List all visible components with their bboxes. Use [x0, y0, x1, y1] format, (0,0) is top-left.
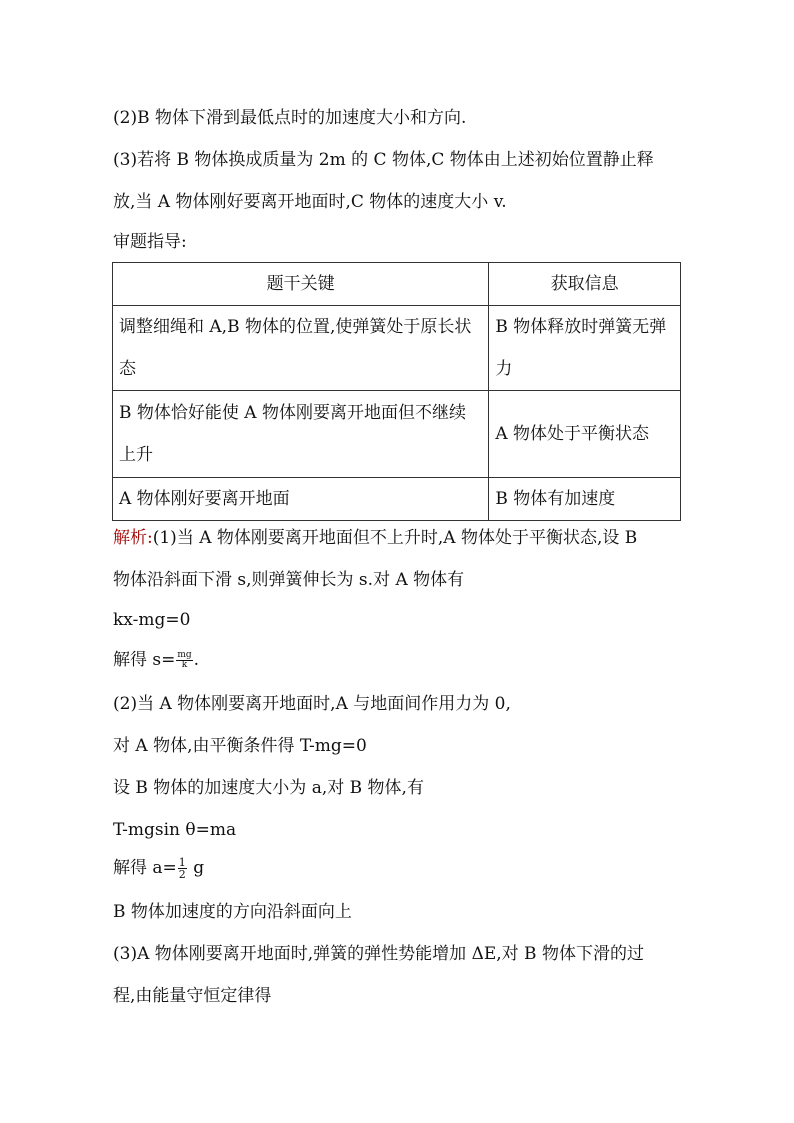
solution-line-2: 物体沿斜面下滑 s,则弹簧伸长为 s.对 A 物体有 — [113, 570, 465, 590]
question-part3-line1: (3)若将 B 物体换成质量为 2m 的 C 物体,C 物体由上述初始位置静止释 — [113, 150, 654, 170]
fraction-mg-over-k — [176, 651, 192, 670]
header-info: 获取信息 — [489, 263, 681, 306]
result-prefix: 解得 s= — [113, 650, 176, 670]
solution-line-11: (3)A 物体刚要离开地面时,弹簧的弹性势能增加 ΔE,对 B 物体下滑的过 — [113, 944, 644, 964]
solution-line-8: T-mgsin θ=ma — [113, 820, 237, 840]
solution-line-12: 程,由能量守恒定律得 — [113, 986, 272, 1006]
row-info: B 物体释放时弹簧无弹力 — [489, 306, 681, 391]
fraction-denominator: 2 — [178, 868, 186, 881]
fraction-numerator: mg — [177, 650, 192, 660]
row-key: A 物体刚好要离开地面 — [113, 478, 489, 521]
solution-line-10: B 物体加速度的方向沿斜面向上 — [113, 902, 352, 922]
solution-line-9 — [113, 856, 204, 880]
question-part3-line2: 放,当 A 物体刚好要离开地面时,C 物体的速度大小 v. — [113, 192, 507, 212]
result-suffix: . — [193, 650, 200, 670]
solution-line-7: 设 B 物体的加速度大小为 a,对 B 物体,有 — [113, 778, 424, 798]
solution-text: (1)当 A 物体刚要离开地面但不上升时,A 物体处于平衡状态,设 B — [152, 528, 638, 548]
guide-table — [112, 262, 681, 521]
solution-line-6: 对 A 物体,由平衡条件得 T-mg=0 — [113, 736, 367, 756]
fraction-numerator: 1 — [178, 856, 186, 869]
row-info: A 物体处于平衡状态 — [489, 391, 681, 478]
solution-line-5: (2)当 A 物体刚要离开地面时,A 与地面间作用力为 0, — [113, 694, 511, 714]
solution-line-4 — [113, 648, 199, 672]
solution-line-1 — [113, 526, 637, 550]
result-prefix: 解得 a= — [113, 858, 177, 878]
solution-label: 解析: — [113, 528, 153, 548]
solution-line-3: kx-mg=0 — [113, 610, 191, 630]
table-header-row — [113, 263, 681, 306]
question-part2: (2)B 物体下滑到最低点时的加速度大小和方向. — [113, 108, 467, 128]
table-row — [113, 478, 681, 521]
table-row — [113, 306, 681, 391]
row-key: 调整细绳和 A,B 物体的位置,使弹簧处于原长状态 — [113, 306, 489, 391]
row-info: B 物体有加速度 — [489, 478, 681, 521]
result-suffix: g — [193, 858, 205, 878]
fraction-one-half — [178, 857, 187, 880]
header-key: 题干关键 — [113, 263, 489, 306]
guide-label: 审题指导: — [113, 232, 187, 252]
fraction-denominator: k — [181, 660, 188, 670]
row-key: B 物体恰好能使 A 物体刚要离开地面但不继续上升 — [113, 391, 489, 478]
table-row — [113, 391, 681, 478]
